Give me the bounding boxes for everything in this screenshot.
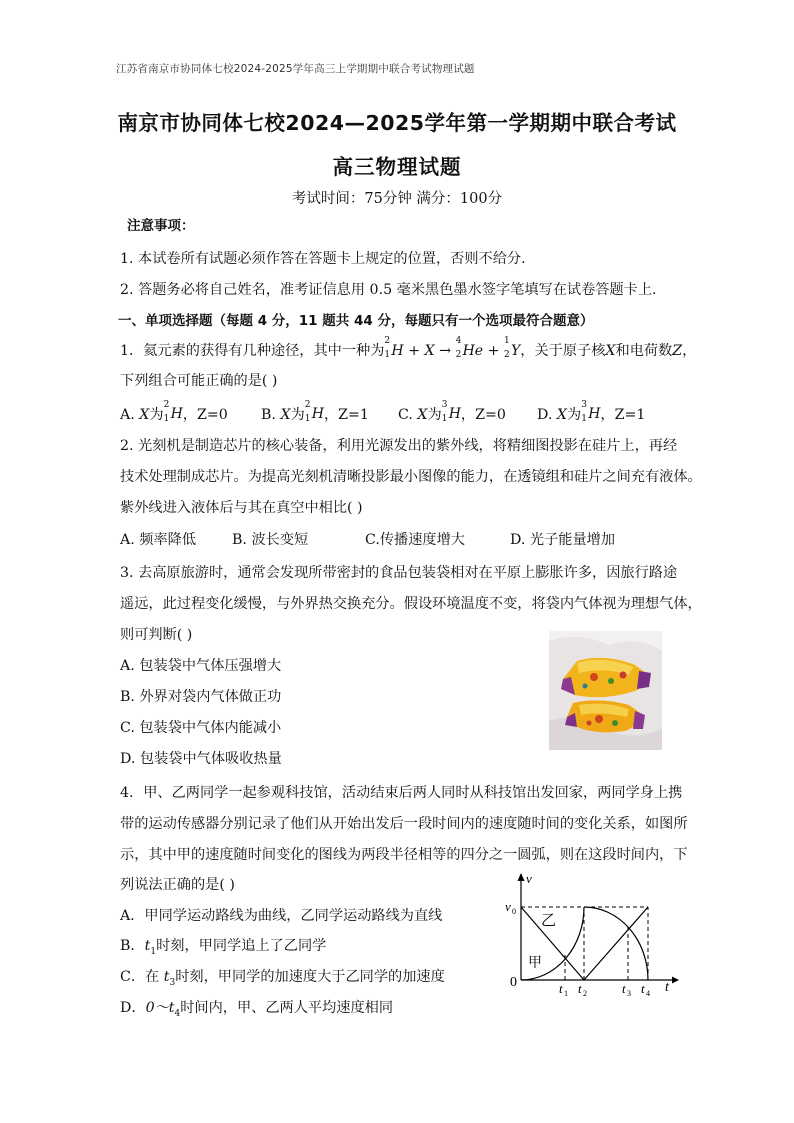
- t-axis-label: t: [665, 980, 669, 995]
- v0-subscript: 0: [512, 907, 516, 916]
- v-axis-label: v: [526, 871, 532, 886]
- question-4-line4: 列说法正确的是( ): [120, 877, 235, 893]
- source-header: 江苏省南京市协同体七校2024-2025学年高三上学期期中联合考试物理试题: [116, 63, 475, 75]
- q3-option-d[interactable]: D. 包装袋中气体吸收热量: [120, 751, 282, 767]
- yi-label: 乙: [541, 911, 557, 929]
- t2-subscript: 2: [583, 989, 587, 998]
- q1-option-c[interactable]: C. X为 3 1 H，Z=0: [398, 400, 506, 424]
- t1-subscript: 1: [564, 989, 568, 998]
- notes-heading: 注意事项：: [127, 218, 195, 234]
- question-1-line2: 下列组合可能正确的是( ): [120, 373, 278, 389]
- nuclide-deuterium: 2 1 H: [384, 336, 404, 360]
- q1-stem-text: 1．氦元素的获得有几种途径，其中一种为: [120, 343, 385, 359]
- t3-subscript: 3: [627, 989, 631, 998]
- velocity-time-figure: [500, 868, 680, 998]
- section-heading: 一、单项选择题（每题 4 分，11 题共 44 分，每题只有一个选项最符合题意）: [118, 313, 594, 329]
- q1-option-b[interactable]: B. X为 2 1 H，Z=1: [261, 400, 369, 424]
- q1-option-d[interactable]: D. X为 3 1 H，Z=1: [537, 400, 646, 424]
- question-2-line2: 技术处理制成芯片。为提高光刻机清晰投影最小图像的能力，在透镜组和硅片之间充有液体。: [120, 469, 702, 485]
- question-3-line1: 3. 去高原旅游时，通常会发现所带密封的食品包装袋相对在平原上膨胀许多，因旅行路途: [120, 565, 678, 581]
- q3-option-b[interactable]: B. 外界对袋内气体做正功: [120, 689, 282, 705]
- v-axis-arrow: [518, 873, 525, 881]
- nuclide-y: 1 2 Y: [504, 336, 521, 360]
- q1-option-a[interactable]: A. X为 2 1 H，Z=0: [120, 400, 228, 424]
- t3-label: t: [622, 981, 626, 996]
- origin-label: 0: [510, 975, 517, 990]
- note-item-1: 1. 本试卷所有试题必须作答在答题卡上规定的位置，否则不给分.: [120, 251, 526, 267]
- question-4-line1: 4．甲、乙两同学一起参观科技馆，活动结束后两人同时从科技馆出发回家，两同学身上携: [120, 785, 683, 801]
- t4-label: t: [641, 981, 645, 996]
- q2-option-c[interactable]: C.传播速度增大: [365, 532, 465, 548]
- v0-label: v: [505, 899, 511, 914]
- exam-title: 南京市协同体七校2024—2025学年第一学期期中联合考试: [117, 111, 677, 135]
- nuclide-helium: 4 2 He: [455, 336, 484, 360]
- note-item-2: 2. 答题务必将自己姓名，准考证信息用 0.5 毫米黑色墨水签字笔填写在试卷答题卡上.: [120, 282, 657, 298]
- q2-option-a[interactable]: A. 频率降低: [120, 532, 197, 548]
- t-axis-arrow: [672, 977, 679, 984]
- q4-option-a[interactable]: A．甲同学运动路线为曲线，乙同学运动路线为直线: [120, 908, 443, 924]
- question-2-line1: 2. 光刻机是制造芯片的核心装备，利用光源发出的紫外线，将精细图投影在硅片上，再经: [120, 438, 678, 454]
- q4-option-c[interactable]: C．在 $t_3$时刻，甲同学的加速度大于乙同学的加速度: [120, 969, 445, 988]
- t1-label: t: [559, 981, 563, 996]
- question-4-line2: 带的运动传感器分别记录了他们从开始出发后一段时间内的速度随时间的变化关系，如图所: [120, 816, 688, 832]
- question-1-stem: 1．氦元素的获得有几种途径，其中一种为 2 1 H + X → 4 2 He + 1 2 Y，关于原子核X和电荷数Z，: [120, 336, 697, 360]
- t2-label: t: [578, 981, 582, 996]
- velocity-time-graph: [500, 868, 680, 998]
- q2-option-b[interactable]: B. 波长变短: [232, 532, 309, 548]
- t4-subscript: 4: [646, 989, 650, 998]
- q2-option-d[interactable]: D. 光子能量增加: [510, 532, 616, 548]
- snack-bag-photo: [549, 631, 662, 750]
- exam-subtitle: 高三物理试题: [332, 155, 462, 179]
- question-4-line3: 示，其中甲的速度随时间变化的图线为两段半径相等的四分之一圆弧，则在这段时间内，下: [120, 847, 688, 863]
- exam-meta: 考试时间：75分钟 满分：100分: [291, 191, 503, 207]
- q4-option-b[interactable]: B．$t_1$时刻，甲同学追上了乙同学: [120, 938, 327, 957]
- q3-option-c[interactable]: C. 包装袋中气体内能减小: [120, 720, 282, 736]
- question-3-line2: 遥远，此过程变化缓慢，与外界热交换充分。假设环境温度不变，将袋内气体视为理想气体，: [120, 596, 702, 612]
- jia-label: 甲: [528, 955, 542, 971]
- snack-bag-image: [549, 631, 662, 750]
- q3-option-a[interactable]: A. 包装袋中气体压强增大: [120, 658, 282, 674]
- question-2-line3: 紫外线进入液体后与其在真空中相比( ): [120, 500, 363, 516]
- q4-option-d[interactable]: D．$0\sim t_4$时间内，甲、乙两人平均速度相同: [120, 1000, 394, 1019]
- question-3-line3: 则可判断( ): [120, 627, 193, 643]
